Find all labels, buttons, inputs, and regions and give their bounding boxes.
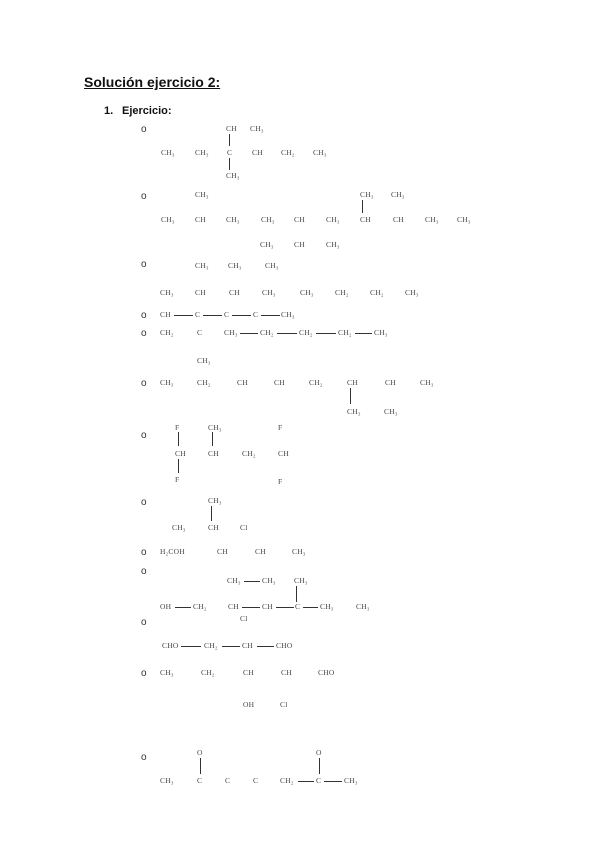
chem-group: CH₃ xyxy=(208,496,222,505)
chem-group: CH₃ xyxy=(226,171,240,180)
chem-group: C xyxy=(316,776,322,785)
bond-line xyxy=(240,333,258,334)
chem-group: Cl xyxy=(240,523,248,532)
bond-line xyxy=(229,158,230,170)
chem-group: CH₃ xyxy=(195,190,209,199)
section-number: 1. xyxy=(104,105,114,117)
chem-group: C xyxy=(195,310,201,319)
chem-group: CH₃ xyxy=(261,215,275,224)
chem-group: CH₃ xyxy=(420,378,434,387)
chem-group: C xyxy=(253,310,259,319)
chem-group: CH xyxy=(160,310,171,319)
bullet-1: o xyxy=(141,124,147,135)
chem-group: CH xyxy=(195,288,206,297)
chem-group: CH xyxy=(208,449,219,458)
chem-group: CH₂ xyxy=(309,378,323,387)
chem-group: CH₃ xyxy=(320,602,334,611)
chem-group: CH₃ xyxy=(226,215,240,224)
chem-group: CH₂ xyxy=(160,328,174,337)
chem-group: CH xyxy=(385,378,396,387)
chem-group: CHO xyxy=(276,641,293,650)
bond-line xyxy=(200,758,201,774)
bond-line xyxy=(303,607,318,608)
chem-group: F xyxy=(175,475,180,484)
bond-line xyxy=(232,315,251,316)
chem-group: CH₃ xyxy=(344,776,358,785)
chem-group: CH₃ xyxy=(292,547,306,556)
chem-group: Cl xyxy=(240,614,248,623)
chem-group: C xyxy=(197,776,203,785)
chem-group: CH₂ xyxy=(299,328,313,337)
chem-group: H₂COH xyxy=(160,547,185,556)
chem-group: CH₃ xyxy=(160,668,174,677)
chem-group: Cl xyxy=(280,700,288,709)
chem-group: CH xyxy=(175,449,186,458)
chem-group: CH₃ xyxy=(195,148,209,157)
bond-line xyxy=(324,781,342,782)
chem-group: CH₃ xyxy=(391,190,405,199)
chem-group: OH xyxy=(160,602,172,611)
chem-group: CH xyxy=(226,124,237,133)
chem-group: CH₃ xyxy=(281,310,295,319)
chem-group: CH₃ xyxy=(356,602,370,611)
chem-group: CH xyxy=(274,378,285,387)
bond-line xyxy=(319,758,320,774)
bullet-7: o xyxy=(141,430,147,441)
bullet-6: o xyxy=(141,378,147,389)
bond-line xyxy=(203,315,222,316)
bond-line xyxy=(178,459,179,473)
bond-line xyxy=(181,646,201,647)
chem-group: CH₃ xyxy=(260,240,274,249)
chem-group: CH₃ xyxy=(160,288,174,297)
bond-line xyxy=(296,586,297,602)
chem-group: C xyxy=(224,310,230,319)
bullet-4: o xyxy=(141,310,147,321)
bond-line xyxy=(174,315,193,316)
bond-line xyxy=(229,134,230,146)
chem-group: CH xyxy=(217,547,228,556)
chem-group: C xyxy=(225,776,231,785)
chem-group: O xyxy=(316,748,322,757)
chem-group: CH xyxy=(278,449,289,458)
bond-line xyxy=(257,646,274,647)
bond-line xyxy=(277,333,297,334)
chem-group: CH₃ xyxy=(197,356,211,365)
bond-line xyxy=(212,432,213,446)
chem-group: CH xyxy=(393,215,404,224)
chem-group: C xyxy=(253,776,259,785)
chem-group: CH xyxy=(243,668,254,677)
chem-group: CH₃ xyxy=(161,148,175,157)
chem-group: CH₃ xyxy=(262,288,276,297)
chem-group: CH₃ xyxy=(425,215,439,224)
bond-line xyxy=(355,333,372,334)
chem-group: C xyxy=(295,602,301,611)
chem-group: CH₃ xyxy=(300,288,314,297)
chem-group: CH₃ xyxy=(384,407,398,416)
bond-line xyxy=(211,506,212,521)
chem-group: CHO xyxy=(162,641,179,650)
chem-group: CH₂ xyxy=(335,288,349,297)
bond-line xyxy=(178,432,179,446)
bond-line xyxy=(298,781,314,782)
chem-group: CH xyxy=(360,215,371,224)
chem-group: CH₂ xyxy=(201,668,215,677)
chem-group: CH₃ xyxy=(160,776,174,785)
chem-group: CH₂ xyxy=(204,641,218,650)
chem-group: CH xyxy=(281,668,292,677)
chem-group: CH₂ xyxy=(242,449,256,458)
chem-group: F xyxy=(175,423,180,432)
chem-group: CH₂ xyxy=(281,148,295,157)
chem-group: CH₃ xyxy=(326,240,340,249)
chem-group: CH xyxy=(195,215,206,224)
chem-group: CH₃ xyxy=(224,328,238,337)
chem-group: CH₃ xyxy=(265,261,279,270)
bullet-2: o xyxy=(141,191,147,202)
chem-group: CH xyxy=(242,641,253,650)
bullet-10: o xyxy=(141,566,147,577)
chem-group: CH₂ xyxy=(193,602,207,611)
chem-group: CH₃ xyxy=(374,328,388,337)
chem-group: F xyxy=(278,477,283,486)
chem-group: CH₃ xyxy=(160,378,174,387)
chem-group: CH₃ xyxy=(294,576,308,585)
chem-group: CH₃ xyxy=(405,288,419,297)
bond-line xyxy=(175,607,191,608)
chem-group: CH xyxy=(208,523,219,532)
chem-group: C xyxy=(227,148,233,157)
chem-group: CH xyxy=(229,288,240,297)
chem-group: CH xyxy=(347,378,358,387)
chem-group: CH₃ xyxy=(262,576,276,585)
bond-line xyxy=(316,333,336,334)
bullet-9: o xyxy=(141,547,147,558)
bond-line xyxy=(222,646,240,647)
section-label: Ejercicio: xyxy=(122,105,172,117)
chem-group: CH₃ xyxy=(161,215,175,224)
bullet-12: o xyxy=(141,668,147,679)
chem-group: CH xyxy=(237,378,248,387)
chem-group: CH xyxy=(262,602,273,611)
chem-group: CH xyxy=(228,602,239,611)
bullet-13: o xyxy=(141,752,147,763)
bullet-11: o xyxy=(141,617,147,628)
chem-group: CH₃ xyxy=(208,423,222,432)
chem-group: CH₂ xyxy=(260,328,274,337)
bond-line xyxy=(261,315,280,316)
chem-group: CH₃ xyxy=(313,148,327,157)
chem-group: CH₃ xyxy=(172,523,186,532)
chem-group: CH₃ xyxy=(227,576,241,585)
chem-group: CH₃ xyxy=(360,190,374,199)
chem-group: CH₃ xyxy=(347,407,361,416)
bond-line xyxy=(242,607,260,608)
chem-group: F xyxy=(278,423,283,432)
chem-group: CHO xyxy=(318,668,335,677)
bond-line xyxy=(244,581,260,582)
chem-group: CH₂ xyxy=(197,378,211,387)
bullet-3: o xyxy=(141,259,147,270)
bond-line xyxy=(276,607,294,608)
chem-group: O xyxy=(197,748,203,757)
chem-group: C xyxy=(197,328,203,337)
chem-group: CH xyxy=(294,240,305,249)
chem-group: CH₃ xyxy=(457,215,471,224)
chem-group: CH₂ xyxy=(338,328,352,337)
chem-group: CH₂ xyxy=(280,776,294,785)
chem-group: CH xyxy=(252,148,263,157)
chem-group: CH₃ xyxy=(195,261,209,270)
bullet-5: o xyxy=(141,328,147,339)
chem-group: CH₂ xyxy=(370,288,384,297)
bullet-8: o xyxy=(141,497,147,508)
chem-group: CH₃ xyxy=(250,124,264,133)
page-title: Solución ejercicio 2: xyxy=(84,74,221,90)
chem-group: CH₃ xyxy=(326,215,340,224)
chem-group: CH xyxy=(294,215,305,224)
chem-group: CH₃ xyxy=(228,261,242,270)
chem-group: OH xyxy=(243,700,255,709)
bond-line xyxy=(350,388,351,404)
chem-group: CH xyxy=(255,547,266,556)
bond-line xyxy=(362,200,363,213)
